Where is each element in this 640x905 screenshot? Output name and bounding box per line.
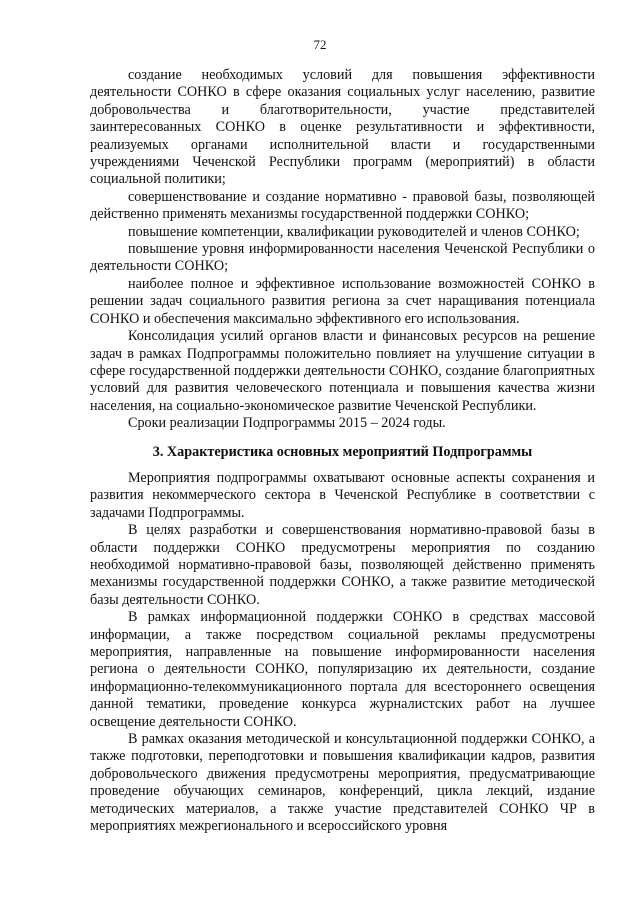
paragraph: наиболее полное и эффективное использование возможностей СОНКО в решении задач социального развития региона за счет наращивания потенциала СОНКО и обеспечения максимально эффективного его использования. (90, 275, 595, 327)
page-number: 72 (313, 37, 327, 52)
paragraph: Мероприятия подпрограммы охватывают основные аспекты сохранения и развития некоммерческого сектора в Чеченской Республике в соответствии с задачами Подпрограммы. (90, 469, 595, 521)
paragraph: В рамках информационной поддержки СОНКО в средствах массовой информации, а также посредством социальной рекламы предусмотрены мероприятия, направленные на повышение информированности населения региона о деятельности СОНКО, популяризацию их деятельности, создание информационно-телекоммуникационного портала для всестороннего освещения данной тематики, проведение конкурса журналистских работ на лучшее освещение деятельности СОНКО. (90, 609, 595, 730)
paragraph: Консолидация усилий органов власти и финансовых ресурсов на решение задач в рамках Подпрограммы положительно повлияет на улучшение ситуации в сфере государственной поддержки деятельности СОНКО, создание благоприятных условий для развития человеческого потенциала и повышения качества жизни населения, на социально-экономическое развитие Чеченской Республики. (90, 328, 595, 414)
paragraph: В целях разработки и совершенствования нормативно-правовой базы в области поддержки СОНКО предусмотрены мероприятия по созданию необходимой нормативно-правовой базы, позволяющей действенно применять механизмы государственной поддержки СОНКО, а также развитие методической базы деятельности СОНКО. (90, 522, 595, 608)
paragraph: совершенствование и создание нормативно - правовой базы, позволяющей действенно применять механизмы государственной поддержки СОНКО; (90, 188, 595, 223)
paragraph: повышение компетенции, квалификации руководителей и членов СОНКО; (128, 223, 580, 240)
paragraph: Сроки реализации Подпрограммы 2015 – 2024 годы. (128, 415, 446, 432)
paragraph: создание необходимых условий для повышения эффективности деятельности СОНКО в сфере оказания социальных услуг населению, развитие добровольчества и благотворительности, участие представителей заинтересованных СОНКО в оценке результативности и эффективности, реализуемых органами исполнительной власти и государственными учреждениями Чеченской Республики программ (мероприятий) в области социальной политики; (90, 67, 595, 188)
section-heading: 3. Характеристика основных мероприятий Подпрограммы (152, 443, 533, 460)
paragraph: повышение уровня информированности населения Чеченской Республики о деятельности СОНКО; (90, 241, 595, 275)
paragraph: В рамках оказания методической и консультационной поддержки СОНКО, а также подготовки, переподготовки и повышения квалификации кадров, развития добровольческого движения предусмотрены мероприятия, предусматривающие проведение обучающих семинаров, конференций, цикла лекций, издание методических материалов, а также участие представителей СОНКО ЧР в мероприятиях межрегионального и всероссийского уровня (90, 731, 595, 835)
document-body (90, 67, 595, 835)
